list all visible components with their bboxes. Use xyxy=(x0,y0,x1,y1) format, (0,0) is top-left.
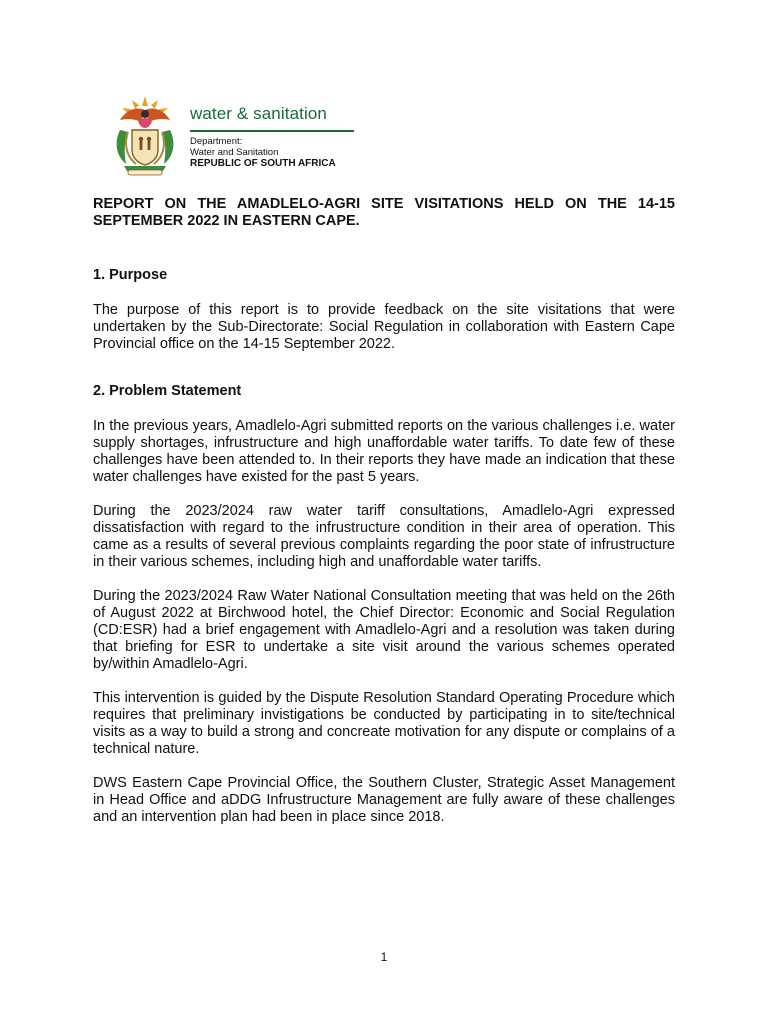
problem-paragraph-3: During the 2023/2024 Raw Water National Consultation meeting that was held on the 26th of August 2022 at Birchwood hotel, the Chief Director: Economic and Social Regulation (CD:ESR) had a brief engagement with Amadlelo-Agri and a resolution was taken during that briefing for ESR to undertake a site visit around the various schemes operated by/within Amadlelo-Agri. xyxy=(93,588,675,672)
purpose-paragraph: The purpose of this report is to provide feedback on the site visitations that were undertaken by the Sub-Directorate: Social Regulation in collaboration with Eastern Cape Provincial office on the 14-15 September 2022. xyxy=(93,302,675,352)
report-title: REPORT ON THE AMADLELO-AGRI SITE VISITATIONS HELD ON THE 14-15 SEPTEMBER 2022 IN EASTERN CAPE. xyxy=(93,196,675,229)
problem-paragraph-1: In the previous years, Amadlelo-Agri submitted reports on the various challenges i.e. water supply shortages, infrustructure and high unaffordable water tariffs. To date few of these challenges have been attended to. In their reports they have made an indication that these water challenges have existed for the past 5 years. xyxy=(93,418,675,485)
department-label: Department: xyxy=(190,136,243,147)
section-heading-problem-statement: 2. Problem Statement xyxy=(93,383,242,399)
page-number: 1 xyxy=(380,950,388,964)
department-name: Water and Sanitation xyxy=(190,147,279,158)
brand-divider xyxy=(190,130,354,132)
department-brand xyxy=(190,104,380,169)
brand-title: water & sanitation xyxy=(190,104,327,123)
report-body xyxy=(93,196,675,826)
problem-paragraph-5: DWS Eastern Cape Provincial Office, the Southern Cluster, Strategic Asset Management in Head Office and aDDG Infrustructure Management are fully aware of these challenges and an intervention plan had been in place since 2018. xyxy=(93,775,675,825)
problem-paragraph-4: This intervention is guided by the Dispute Resolution Standard Operating Procedure which requires that preliminary invistigations be conducted by participating in to site/technical visits as a way to build a strong and concreate motivation for any dispute or complains of a technical nature. xyxy=(93,690,675,757)
problem-paragraph-2: During the 2023/2024 raw water tariff consultations, Amadlelo-Agri expressed dissatisfaction with regard to the infrustructure condition in their area of operation. This came as a results of several previous complaints regarding the poor state of infrustructure in their various schemes, including high and unaffordable water tariffs. xyxy=(93,503,675,570)
section-heading-purpose: 1. Purpose xyxy=(93,267,168,283)
coat-of-arms-icon xyxy=(108,92,182,176)
country-name: REPUBLIC OF SOUTH AFRICA xyxy=(190,158,336,169)
letterhead xyxy=(108,88,383,180)
